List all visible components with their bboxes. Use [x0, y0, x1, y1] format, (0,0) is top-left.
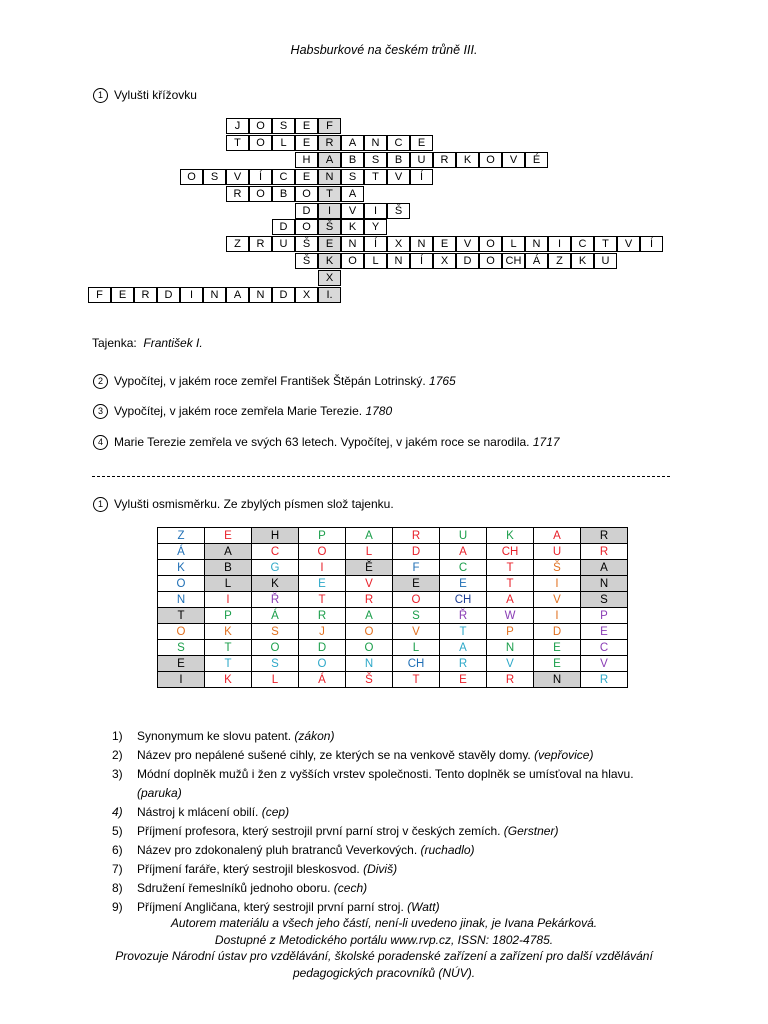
crossword-cell: E: [111, 287, 134, 303]
task-text: Vylušti osmisměrku. Ze zbylých písmen slož tajenku.: [114, 497, 394, 511]
clue-number: 7): [112, 862, 123, 876]
crossword-cell: Í: [410, 253, 433, 269]
crossword-cell: D: [272, 219, 295, 235]
crossword-key-cell: E: [318, 236, 341, 252]
task-crossword-heading: [93, 88, 197, 103]
crossword-cell: X: [387, 236, 410, 252]
crossword-cell: L: [502, 236, 525, 252]
wordsearch-row: [158, 544, 628, 560]
wordsearch-cell: J: [299, 624, 346, 640]
wordsearch-cell: T: [393, 672, 440, 688]
wordsearch-cell: L: [205, 576, 252, 592]
crossword-cell: C: [387, 135, 410, 151]
clue-number: 6): [112, 843, 123, 857]
crossword-cell: J: [226, 118, 249, 134]
wordsearch-grid: [157, 527, 628, 688]
question-2: [93, 374, 456, 389]
wordsearch-cell: F: [393, 560, 440, 576]
wordsearch-cell: I: [158, 672, 205, 688]
wordsearch-cell: E: [581, 624, 628, 640]
crossword-cell: O: [479, 152, 502, 168]
crossword-cell: D: [456, 253, 479, 269]
wordsearch-cell: CH: [393, 656, 440, 672]
question-text: Vypočítej, v jakém roce zemřel František Štěpán Lotrinský.: [114, 374, 426, 388]
wordsearch-cell: A: [346, 608, 393, 624]
crossword-cell: X: [295, 287, 318, 303]
clue-number: 5): [112, 824, 123, 838]
crossword-cell: K: [456, 152, 479, 168]
wordsearch-cell: R: [299, 608, 346, 624]
wordsearch-cell: P: [299, 528, 346, 544]
crossword-key-cell: N: [318, 169, 341, 185]
wordsearch-cell: D: [534, 624, 581, 640]
crossword-cell: N: [364, 135, 387, 151]
crossword-cell: O: [479, 253, 502, 269]
clue-text: Příjmení profesora, který sestrojil první parní stroj v českých zemích.: [137, 824, 501, 838]
crossword-key-cell: F: [318, 118, 341, 134]
wordsearch-cell: A: [205, 544, 252, 560]
wordsearch-cell: A: [534, 528, 581, 544]
clue-answer: (cep): [261, 805, 290, 819]
wordsearch-cell: K: [158, 560, 205, 576]
crossword-cell: O: [295, 219, 318, 235]
wordsearch-cell: L: [346, 544, 393, 560]
crossword-cell: S: [203, 169, 226, 185]
wordsearch-cell: Ř: [252, 592, 299, 608]
wordsearch-cell: O: [393, 592, 440, 608]
crossword-cell: N: [387, 253, 410, 269]
crossword-cell: S: [272, 118, 295, 134]
clue-text: Synonymum ke slovu patent.: [137, 729, 292, 743]
clue-item: [112, 765, 672, 803]
wordsearch-cell: I: [534, 576, 581, 592]
crossword-key-cell: I.: [318, 287, 341, 303]
wordsearch-cell: U: [534, 544, 581, 560]
crossword-cell: S: [341, 169, 364, 185]
wordsearch-cell: Z: [158, 528, 205, 544]
footer-line: Autorem materiálu a všech jeho částí, není-li uvedeno jinak, je Ivana Pekárková.: [170, 916, 598, 930]
wordsearch-cell: T: [158, 608, 205, 624]
wordsearch-cell: T: [440, 624, 487, 640]
crossword-cell: R: [433, 152, 456, 168]
wordsearch-cell: T: [205, 640, 252, 656]
clue-item: [112, 879, 672, 898]
wordsearch-cell: N: [158, 592, 205, 608]
question-text: Vypočítej, v jakém roce zemřela Marie Terezie.: [114, 404, 363, 418]
crossword-cell: I: [364, 203, 387, 219]
crossword-cell: Í: [410, 169, 433, 185]
wordsearch-cell: T: [299, 592, 346, 608]
question-answer: 1717: [532, 435, 560, 449]
wordsearch-cell: I: [205, 592, 252, 608]
clue-answer: (Watt): [407, 900, 440, 914]
crossword-cell: Z: [226, 236, 249, 252]
page-title: Habsburkové na českém trůně III.: [290, 43, 478, 57]
task-text: Vylušti křížovku: [114, 88, 197, 102]
clue-item: [112, 822, 672, 841]
crossword-cell: A: [341, 186, 364, 202]
crossword-cell: E: [410, 135, 433, 151]
crossword-key-cell: X: [318, 270, 341, 286]
crossword-cell: T: [226, 135, 249, 151]
clue-answer: (paruka): [137, 786, 182, 800]
clue-item: [112, 746, 672, 765]
crossword-cell: N: [249, 287, 272, 303]
clue-text: Příjmení Angličana, který sestrojil první parní stroj.: [137, 900, 404, 914]
wordsearch-cell: O: [299, 544, 346, 560]
crossword-key-cell: Š: [318, 219, 341, 235]
crossword-cell: B: [341, 152, 364, 168]
crossword-cell: E: [295, 118, 318, 134]
wordsearch-cell: A: [487, 592, 534, 608]
question-answer: 1780: [365, 404, 393, 418]
wordsearch-row: [158, 560, 628, 576]
wordsearch-cell: E: [534, 656, 581, 672]
dashed-separator: [92, 476, 670, 477]
crossword-cell: CH: [502, 253, 525, 269]
crossword-cell: C: [272, 169, 295, 185]
crossword-cell: N: [525, 236, 548, 252]
crossword-cell: K: [341, 219, 364, 235]
wordsearch-cell: P: [205, 608, 252, 624]
clue-answer: (vepřovice): [534, 748, 594, 762]
crossword-cell: E: [433, 236, 456, 252]
crossword-cell: Š: [295, 236, 318, 252]
wordsearch-row: [158, 656, 628, 672]
crossword-cell: F: [88, 287, 111, 303]
wordsearch-cell: R: [346, 592, 393, 608]
task-number: 1: [93, 88, 108, 103]
wordsearch-cell: S: [252, 656, 299, 672]
wordsearch-row: [158, 624, 628, 640]
crossword-cell: E: [295, 169, 318, 185]
crossword-cell: Š: [295, 253, 318, 269]
crossword-cell: V: [387, 169, 410, 185]
clue-item: [112, 803, 672, 822]
clue-answer: (cech): [333, 881, 368, 895]
wordsearch-cell: S: [581, 592, 628, 608]
crossword-cell: L: [364, 253, 387, 269]
crossword-cell: O: [295, 186, 318, 202]
clue-number: 1): [112, 729, 123, 743]
question-number: 2: [93, 374, 108, 389]
clue-answer: (zákon): [294, 729, 335, 743]
clue-number: 4): [112, 805, 123, 819]
wordsearch-cell: P: [581, 608, 628, 624]
crossword-cell: Á: [525, 253, 548, 269]
clue-answer: (Gerstner): [503, 824, 559, 838]
crossword-cell: É: [525, 152, 548, 168]
crossword-cell: A: [226, 287, 249, 303]
crossword-cell: L: [272, 135, 295, 151]
wordsearch-cell: Á: [252, 608, 299, 624]
wordsearch-cell: C: [581, 640, 628, 656]
wordsearch-cell: V: [581, 656, 628, 672]
wordsearch-cell: E: [440, 576, 487, 592]
wordsearch-cell: Š: [346, 672, 393, 688]
crossword-cell: O: [249, 135, 272, 151]
crossword-cell: I: [180, 287, 203, 303]
question-4: [93, 435, 560, 450]
wordsearch-cell: R: [440, 656, 487, 672]
wordsearch-cell: H: [252, 528, 299, 544]
crossword-cell: R: [134, 287, 157, 303]
clue-text: Nástroj k mlácení obilí.: [137, 805, 259, 819]
crossword-cell: V: [617, 236, 640, 252]
task-number: 1: [93, 497, 108, 512]
crossword-cell: I: [548, 236, 571, 252]
wordsearch-cell: CH: [440, 592, 487, 608]
crossword-cell: U: [594, 253, 617, 269]
wordsearch-cell: O: [158, 624, 205, 640]
wordsearch-cell: R: [581, 672, 628, 688]
wordsearch-cell: Ř: [440, 608, 487, 624]
wordsearch-cell: Š: [534, 560, 581, 576]
crossword-cell: O: [249, 118, 272, 134]
crossword-cell: T: [364, 169, 387, 185]
wordsearch-cell: O: [346, 640, 393, 656]
crossword-cell: E: [295, 135, 318, 151]
wordsearch-cell: D: [299, 640, 346, 656]
wordsearch-cell: K: [487, 528, 534, 544]
wordsearch-cell: E: [440, 672, 487, 688]
question-number: 3: [93, 404, 108, 419]
question-answer: 1765: [429, 374, 456, 388]
wordsearch-row: [158, 576, 628, 592]
wordsearch-cell: E: [205, 528, 252, 544]
wordsearch-cell: R: [581, 544, 628, 560]
wordsearch-cell: R: [581, 528, 628, 544]
crossword-key-cell: A: [318, 152, 341, 168]
crossword-cell: D: [272, 287, 295, 303]
wordsearch-cell: G: [252, 560, 299, 576]
crossword-cell: B: [387, 152, 410, 168]
crossword-cell: U: [410, 152, 433, 168]
crossword-key-cell: K: [318, 253, 341, 269]
crossword-cell: N: [341, 236, 364, 252]
crossword-cell: B: [272, 186, 295, 202]
clue-text: Módní doplněk mužů i žen z vyšších vrstev společnosti. Tento doplněk se umísťoval na hlavu.: [137, 767, 634, 781]
clue-number: 2): [112, 748, 123, 762]
wordsearch-cell: Á: [158, 544, 205, 560]
crossword-cell: V: [226, 169, 249, 185]
wordsearch-row: [158, 640, 628, 656]
wordsearch-cell: E: [299, 576, 346, 592]
wordsearch-cell: S: [158, 640, 205, 656]
crossword-cell: S: [364, 152, 387, 168]
crossword-cell: V: [456, 236, 479, 252]
wordsearch-cell: A: [346, 528, 393, 544]
wordsearch-cell: O: [252, 640, 299, 656]
crossword-key-cell: R: [318, 135, 341, 151]
question-3: [93, 404, 392, 419]
wordsearch-cell: C: [252, 544, 299, 560]
wordsearch-cell: Á: [299, 672, 346, 688]
wordsearch-cell: K: [205, 624, 252, 640]
wordsearch-cell: K: [205, 672, 252, 688]
wordsearch-cell: O: [346, 624, 393, 640]
wordsearch-row: [158, 528, 628, 544]
wordsearch-cell: N: [346, 656, 393, 672]
question-text: Marie Terezie zemřela ve svých 63 letech. Vypočítej, v jakém roce se narodila.: [114, 435, 530, 449]
wordsearch-cell: U: [440, 528, 487, 544]
crossword-cell: N: [410, 236, 433, 252]
wordsearch-cell: E: [158, 656, 205, 672]
wordsearch-cell: CH: [487, 544, 534, 560]
wordsearch-cell: A: [440, 544, 487, 560]
wordsearch-cell: S: [252, 624, 299, 640]
wordsearch-cell: W: [487, 608, 534, 624]
wordsearch-cell: D: [393, 544, 440, 560]
wordsearch-row: [158, 672, 628, 688]
wordsearch-cell: E: [393, 576, 440, 592]
clue-number: 8): [112, 881, 123, 895]
wordsearch-cell: T: [205, 656, 252, 672]
wordsearch-cell: C: [440, 560, 487, 576]
crossword-cell: N: [203, 287, 226, 303]
crossword-key-cell: T: [318, 186, 341, 202]
wordsearch-cell: R: [393, 528, 440, 544]
wordsearch-row: [158, 608, 628, 624]
footer-line: pedagogických pracovníků (NÚV).: [292, 965, 476, 980]
wordsearch-cell: L: [393, 640, 440, 656]
wordsearch-cell: A: [440, 640, 487, 656]
wordsearch-cell: A: [581, 560, 628, 576]
crossword-cell: R: [226, 186, 249, 202]
crossword-cell: Í: [640, 236, 663, 252]
crossword-cell: Š: [387, 203, 410, 219]
crossword-cell: C: [571, 236, 594, 252]
clue-item: [112, 841, 672, 860]
crossword-cell: U: [272, 236, 295, 252]
footer-line: Provozuje Národní ústav pro vzdělávání, školské poradenské zařízení a zařízení pro další vzdělávání: [115, 949, 653, 963]
crossword-cell: R: [249, 236, 272, 252]
wordsearch-cell: V: [487, 656, 534, 672]
tajenka-label: Tajenka:: [92, 336, 137, 350]
wordsearch-cell: N: [581, 576, 628, 592]
clue-text: Název pro zdokonalený pluh bratranců Veverkových.: [137, 843, 418, 857]
clue-answer: (Diviš): [363, 862, 398, 876]
tajenka-line: [92, 336, 203, 350]
clue-text: Název pro nepálené sušené cihly, ze kterých se na venkově stavěly domy.: [137, 748, 531, 762]
wordsearch-cell: E: [534, 640, 581, 656]
clue-text: Sdružení řemeslníků jednoho oboru.: [137, 881, 331, 895]
crossword-cell: H: [295, 152, 318, 168]
wordsearch-cell: R: [487, 672, 534, 688]
wordsearch-cell: T: [487, 560, 534, 576]
crossword-cell: O: [249, 186, 272, 202]
wordsearch-cell: P: [487, 624, 534, 640]
crossword-cell: A: [341, 135, 364, 151]
wordsearch-cell: L: [252, 672, 299, 688]
crossword-cell: O: [479, 236, 502, 252]
question-number: 4: [93, 435, 108, 450]
wordsearch-cell: I: [299, 560, 346, 576]
wordsearch-cell: V: [346, 576, 393, 592]
wordsearch-cell: T: [487, 576, 534, 592]
crossword-cell: Í: [249, 169, 272, 185]
task-wordsearch-heading: [93, 497, 394, 512]
footer: [0, 915, 768, 981]
clue-answer: (ruchadlo): [420, 843, 475, 857]
crossword-cell: D: [295, 203, 318, 219]
crossword-cell: D: [157, 287, 180, 303]
wordsearch-cell: V: [534, 592, 581, 608]
crossword-cell: Í: [364, 236, 387, 252]
wordsearch-cell: V: [393, 624, 440, 640]
crossword-cell: V: [341, 203, 364, 219]
wordsearch-cell: B: [205, 560, 252, 576]
footer-line: Dostupné z Metodického portálu www.rvp.cz, ISSN: 1802-4785.: [214, 932, 554, 947]
crossword-cell: K: [571, 253, 594, 269]
tajenka-value: František I.: [143, 336, 203, 350]
clue-number: 3): [112, 767, 123, 781]
clue-list: [112, 727, 672, 917]
clue-number: 9): [112, 900, 123, 914]
crossword-key-cell: I: [318, 203, 341, 219]
crossword-cell: V: [502, 152, 525, 168]
crossword-cell: X: [433, 253, 456, 269]
wordsearch-cell: O: [158, 576, 205, 592]
wordsearch-cell: K: [252, 576, 299, 592]
wordsearch-cell: N: [487, 640, 534, 656]
crossword-cell: O: [180, 169, 203, 185]
wordsearch-cell: N: [534, 672, 581, 688]
wordsearch-cell: S: [393, 608, 440, 624]
wordsearch-cell: Ě: [346, 560, 393, 576]
crossword-cell: Y: [364, 219, 387, 235]
wordsearch-cell: I: [534, 608, 581, 624]
crossword-cell: Z: [548, 253, 571, 269]
crossword-cell: T: [594, 236, 617, 252]
clue-item: [112, 860, 672, 879]
wordsearch-cell: O: [299, 656, 346, 672]
wordsearch-row: [158, 592, 628, 608]
crossword-cell: O: [341, 253, 364, 269]
clue-text: Příjmení faráře, který sestrojil bleskosvod.: [137, 862, 360, 876]
clue-item: [112, 727, 672, 746]
